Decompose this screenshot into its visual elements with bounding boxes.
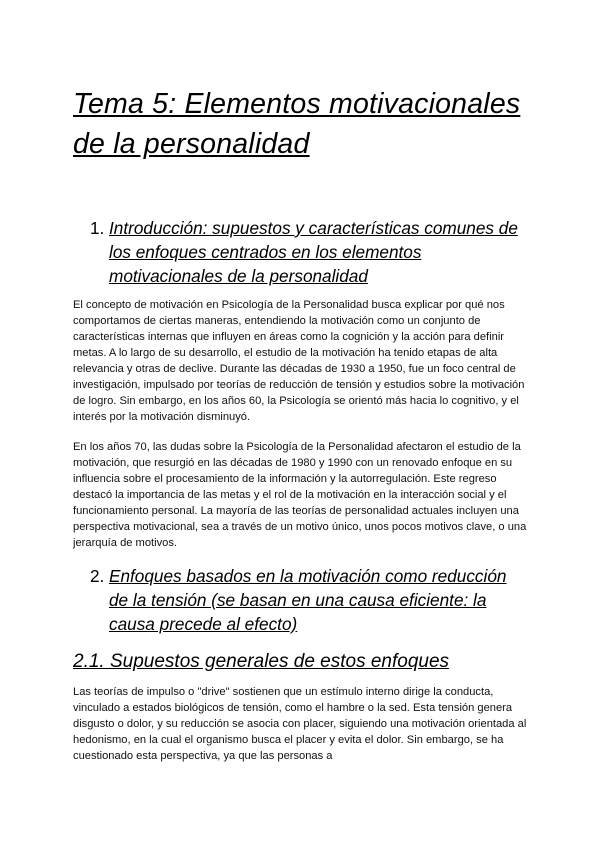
paragraph-drive-theories: Las teorías de impulso o "drive" sostienen que un estímulo interno dirige la conducta, vinculado a estados biológicos de tensión, como el hambre o la sed. Esta tensión genera disgusto o dolor, y su reducción se asocia con placer, siguiendo una motivación orientada al hedonismo, en la cual el organismo busca el placer y evita el dolor. Sin embargo, se ha cuestionado esta perspectiva, ya que las personas a: [73, 686, 527, 762]
section-2-heading: [90, 564, 530, 636]
subsection-2-1-heading: 2.1. Supuestos generales de estos enfoques: [73, 651, 450, 672]
section-1-heading: [90, 216, 530, 288]
section-2-title: Enfoques basados en la motivación como reducción de la tensión (se basan en una causa eficiente: la causa precede al efecto): [109, 566, 507, 634]
section-2-number: 2.: [90, 566, 105, 586]
section-1-number: 1.: [90, 218, 105, 238]
paragraph-intro-2: En los años 70, las dudas sobre la Psicología de la Personalidad afectaron el estudio de la motivación, que resurgió en las décadas de 1980 y 1990 con un renovado enfoque en su influencia sobre el procesamiento de la información y la autorregulación. Este regreso destacó la importancia de las metas y el rol de la motivación en la interacción social y el funcionamiento personal. La mayoría de las teorías de personalidad actuales incluyen una perspectiva motivacional, sea a través de un motivo único, unos pocos motivos clave, o una jerarquía de motivos.: [73, 441, 527, 549]
page-title: Tema 5: Elementos motivacionales de la personalidad: [73, 88, 521, 160]
paragraph-intro-1: El concepto de motivación en Psicología de la Personalidad busca explicar por qué nos comportamos de ciertas maneras, entendiendo la motivación como un conjunto de características internas que influyen en áreas como la cognición y la acción para definir metas. A lo largo de su desarrollo, el estudio de la motivación ha tenido etapas de alta relevancia y otras de declive. Durante las décadas de 1930 a 1950, fue un foco central de investigación, impulsado por teorías de reducción de tensión y estudios sobre la motivación de logro. Sin embargo, en los años 60, la Psicología se orientó más hacia lo cognitivo, y el interés por la motivación disminuyó.: [73, 299, 525, 423]
section-1-title: Introducción: supuestos y características comunes de los enfoques centrados en los elementos motivacionales de la personalidad: [109, 218, 518, 286]
